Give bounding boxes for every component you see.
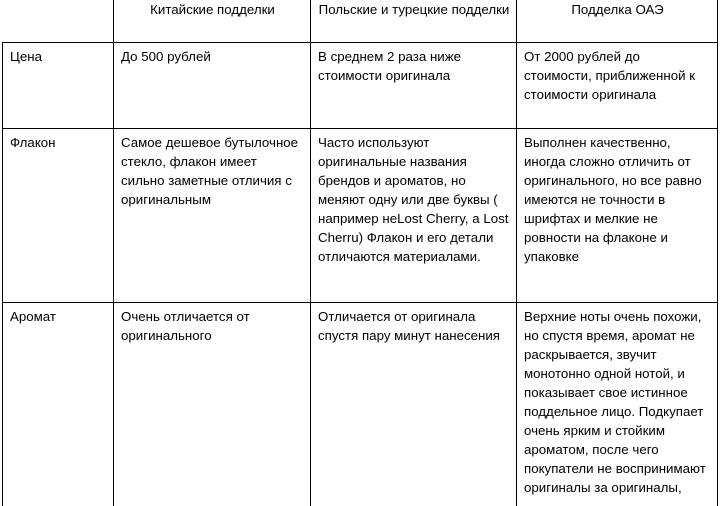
cell-bottle-chinese [114, 129, 311, 303]
cell-text: Верхние ноты очень похожи, но спустя время, аромат не раскрывается, звучит монотонно одной нотой, и показывает свое истинное поддельное лицо. Подкупает очень ярким и стойким ароматом, после чего покупатели не воспринимают оригиналы за оригиналы, [524, 309, 710, 495]
table-row [3, 303, 718, 506]
cell-bottle-polish-turkish [311, 129, 517, 303]
row-label-bottle [3, 129, 114, 303]
cell-text: В среднем 2 раза ниже стоимости оригинала [318, 49, 465, 83]
table-row [3, 43, 718, 129]
row-label-price [3, 43, 114, 129]
row-label-aroma [3, 303, 114, 506]
header-cell-polish-turkish: Польские и турецкие подделки [311, 0, 517, 43]
cell-text: Очень отличается от оригинального [121, 309, 254, 343]
cell-text: Самое дешевое бутылочное стекло, флакон имеет сильно заметные отличия с оригинальным [121, 135, 302, 207]
cell-aroma-polish-turkish [311, 303, 517, 506]
cell-text: Выполнен качественно, иногда сложно отличить от оригинального, но все равно имеются не точности в шрифтах и мелкие не ровности на флаконе и упаковке [524, 135, 706, 264]
table-row [3, 129, 718, 303]
cell-text: Часто используют оригинальные названия брендов и ароматов, но меняют одну или две буквы ( например неLost Cherry, a Lost Cherru) Флакон и его детали отличаются материалами. [318, 135, 513, 264]
comparison-table [2, 0, 718, 506]
header-row [3, 0, 718, 43]
cell-price-chinese [114, 43, 311, 129]
table-body [3, 43, 718, 506]
cell-aroma-uae [517, 303, 718, 506]
cell-bottle-uae [517, 129, 718, 303]
cell-price-polish-turkish [311, 43, 517, 129]
table-header [3, 0, 718, 43]
row-label-text: Флакон [10, 135, 56, 150]
header-cell-chinese: Китайские подделки [114, 0, 311, 43]
cell-aroma-chinese [114, 303, 311, 506]
cell-price-uae [517, 43, 718, 129]
cell-text: Отличается от оригинала спустя пару минут нанесения [318, 309, 501, 343]
row-label-text: Аромат [10, 309, 56, 324]
header-cell-corner [3, 0, 114, 43]
cell-text: До 500 рублей [121, 49, 211, 64]
cell-text: От 2000 рублей до стоимости, приближенной к стоимости оригинала [524, 49, 699, 102]
row-label-text: Цена [10, 49, 42, 64]
header-cell-uae: Подделка ОАЭ [517, 0, 718, 43]
